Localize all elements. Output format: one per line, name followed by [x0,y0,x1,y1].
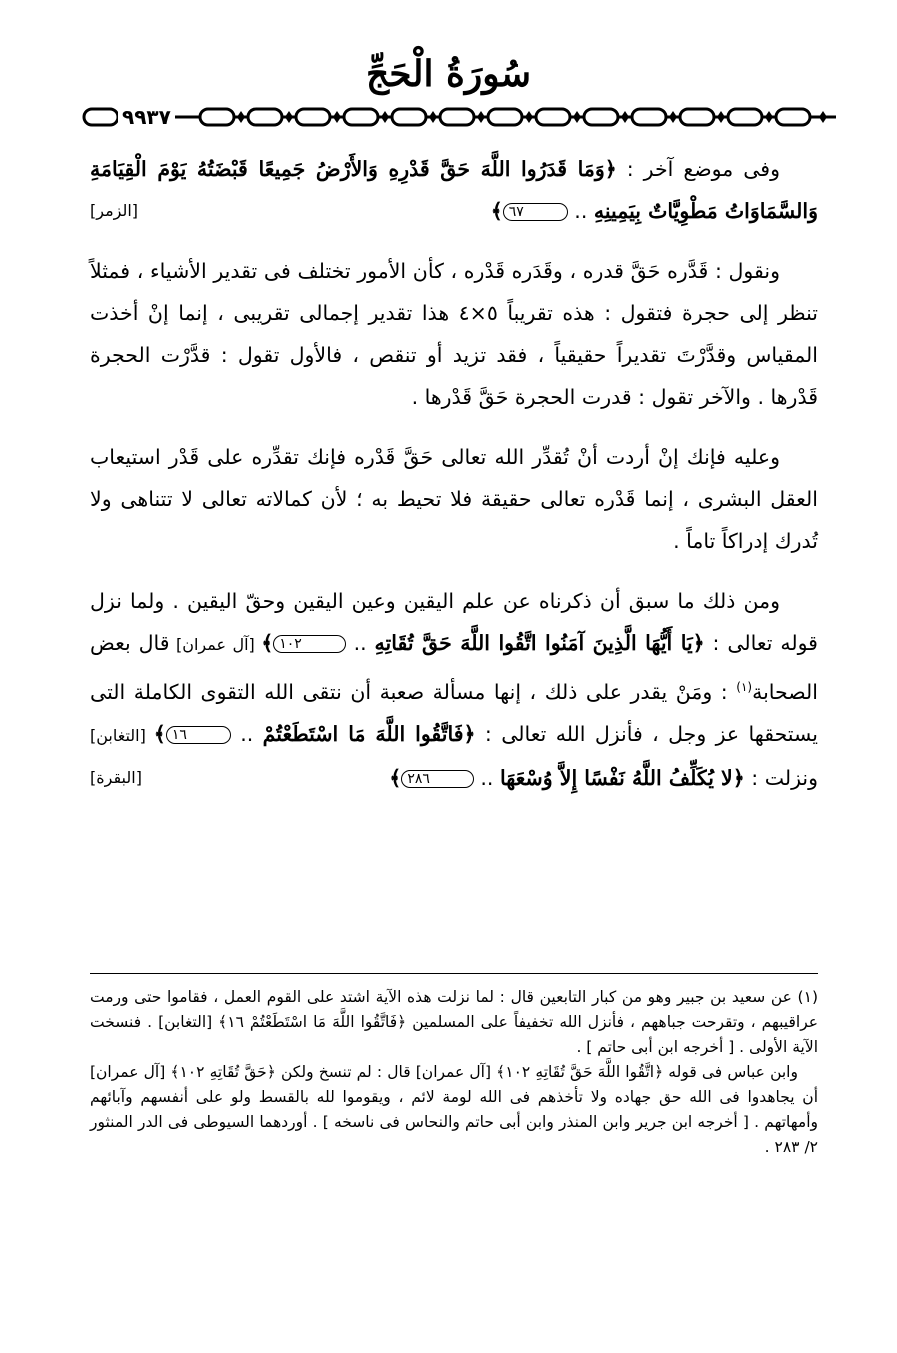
text-run: قال بعض الصحابة [90,631,818,704]
footnote-1-continued: وابن عباس فى قوله ﴿اتَّقُوا اللَّهَ حَقَّ تُقَاتِهِ ١٠٢﴾ [آل عمران] قال : لم تنسخ ولكن ﴿حَقَّ تُقَاتِهِ ١٠٢﴾ [آل عمران] أن يجاهدوا فى الله حق جهاده ولا تأخذهم فى الله لومة لائم ، ويقوموا لله بالقسط ولو على أنفسهم وآبائهم وأمهاتهم . [ أخرجه ابن جرير وابن المنذر وابن أبى حاتم والنحاس فى ناسخه ] . أوردهما السيوطى فى الدر المنثور ٢/ ٢٨٣ . [90,1063,818,1156]
paragraph-1 [90,148,818,232]
text-run: : ومَنْ يقدر على ذلك ، إنها مسألة صعبة أن نتقى الله التقوى الكاملة التى يستحقها عز وجل ، فأنزل الله تعالى : [90,679,818,746]
text-run: .. [473,765,500,790]
quote-close: ﴾ [490,199,503,223]
paragraph-4 [90,580,818,799]
text-run: ونزلت : [744,765,818,790]
text-run: وفى موضع آخر : [616,157,780,181]
quote-close: ﴾ [153,721,166,746]
ornamental-border [80,103,840,131]
surah-reference: [الزمر] [90,201,139,220]
ayah-number: ٢٨٦ [401,770,474,788]
paragraph-3: وعليه فإنك إنْ أردت أنْ تُقدِّر الله تعالى حَقَّ قَدْره فإنك تقدِّره على قَدْر استيعاب العقل البشرى ، إنما قَدْره تعالى حقيقة فلا تحيط به ؛ لأن كمالاته تعالى لا تتناهى ولا تُدرك إدراكاً تاماً . [90,445,818,553]
text-run: .. [345,631,375,655]
footnotes [90,985,818,1160]
ayah-number: ٦٧ [503,203,568,221]
footnote-divider [90,973,818,974]
paragraph-2: ونقول : قَدَّره حَقَّ قدره ، وقَدَره قَدْره ، كأن الأمور تختلف فى تقدير الأشياء ، فمثلاً تنظر إلى حجرة فتقول : هذه تقريباً ٥×٤ هذا تقدير إجمالى تقريبى ، إنما إنْ أخذت المقياس وقدَّرْتَ تقديراً حقيقياً ، فقد تزيد أو تنقص ، فالأول تقول : قدَّرْت الحجرة قَدْرها . والآخر تقول : قدرت الحجرة حَقَّ قَدْرها . [90,259,818,409]
quote-close: ﴾ [389,765,402,790]
surah-reference: [آل عمران] [169,635,262,654]
main-text [90,148,818,817]
footnote-marker[interactable]: (١) [736,680,753,694]
quran-quote: ﴿يَا أَيُّهَا الَّذِينَ آمَنُوا اتَّقُوا اللَّهَ حَقَّ تُقَاتِهِ [374,631,705,655]
footnote-1: (١) عن سعيد بن جبير وهو من كبار التابعين قال : لما نزلت هذه الآية اشتد على القوم العمل ، فقاموا حتى ورمت عراقيبهم ، وتقرحت جباههم ، فأنزل الله تخفيفاً على المسلمين ﴿فَاتَّقُوا اللَّهَ مَا اسْتَطَعْتُمْ ١٦﴾ [التغابن] . فنسخت الآية الأولى . [ أخرجه ابن أبى حاتم ] . [90,988,819,1056]
surah-title: سُورَةُ الْحَجِّ [366,53,531,95]
quran-quote: ﴿لا يُكَلِّفُ اللَّهُ نَفْسًا إِلاَّ وُسْعَهَا [499,765,745,790]
ayah-number: ١٠٢ [273,635,346,653]
ayah-number: ١٦ [166,726,231,744]
text-run: .. [230,721,263,746]
text-run: .. [567,199,594,223]
page-number: ٩٩٣٧ [118,103,175,131]
text-run: ومن ذلك ما سبق أن ذكرناه عن علم اليقين وعين اليقين وحقّ اليقين . ولما نزل قوله تعالى : [90,589,818,655]
quran-quote: ﴿وَمَا قَدَرُوا اللَّهَ حَقَّ قَدْرِهِ وَالأَرْضُ جَمِيعًا قَبْضَتُهُ يَوْمَ الْقِيَامَةِ وَالسَّمَاوَاتُ مَطْوِيَّاتٌ بِيَمِينِهِ [90,157,818,223]
surah-reference: [البقرة] [90,767,142,787]
quote-close: ﴾ [261,631,274,655]
surah-reference: [التغابن] [90,725,154,745]
quran-quote: ﴿فَاتَّقُوا اللَّهَ مَا اسْتَطَعْتُمْ [262,721,476,746]
